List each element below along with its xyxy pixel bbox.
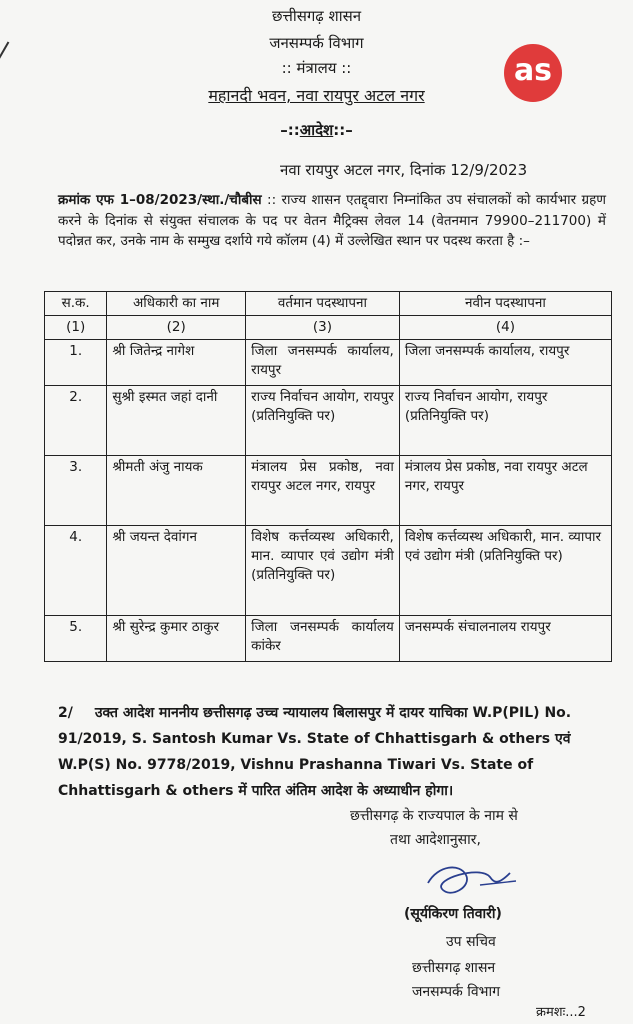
row-sn: 4. bbox=[45, 526, 107, 616]
row-name: श्री सुरेन्द्र कुमार ठाकुर bbox=[107, 616, 246, 662]
row-new-posting: राज्य निर्वाचन आयोग, रायपुर (प्रतिनियुक्ति पर) bbox=[399, 386, 611, 456]
order-title-suffix: ::– bbox=[333, 121, 353, 139]
row-name: श्री जयन्त देवांगन bbox=[107, 526, 246, 616]
table-row bbox=[45, 340, 612, 386]
continuation-mark: क्रमशः...2 bbox=[536, 1005, 586, 1020]
row-sn: 2. bbox=[45, 386, 107, 456]
row-current-posting: मंत्रालय प्रेस प्रकोष्ठ, नवा रायपुर अटल नगर, रायपुर bbox=[246, 456, 400, 526]
row-sn: 3. bbox=[45, 456, 107, 526]
signatory-name: (सूर्यकिरण तिवारी) bbox=[404, 906, 502, 922]
row-name: श्री जितेन्द्र नागेश bbox=[107, 340, 246, 386]
row-current-posting: राज्य निर्वाचन आयोग, रायपुर (प्रतिनियुक्ति पर) bbox=[246, 386, 400, 456]
note-text: उक्त आदेश माननीय छत्तीसगढ़ उच्च न्यायालय बिलासपुर में दायर याचिका W.P(PIL) No. 91/2019, S. Santosh Kumar Vs. State of Chhattisgarh & others एवं W.P(S) No. 9778/2019, Vishnu Prashanna Tiwari Vs. State of Chhattisgarh & others में पारित अंतिम आदेश के अध्याधीन होगा। bbox=[58, 705, 572, 799]
col-header-name: अधिकारी का नाम bbox=[107, 292, 246, 316]
intro-text: :: राज्य शासन एतद्द्वारा निम्नांकित उप संचालकों को कार्यभार ग्रहण करने के दिनांक से संयुक्त संचालक के पद पर वेतन मैट्रिक्स लेवल 14 (वेतनमान 79900–211700) में पदोन्नत कर, उनके नाम के सम्मुख दर्शाये गये कॉलम (4) में उल्लेखित स्थान पर पदस्थ करता है :– bbox=[58, 192, 606, 249]
col-number: (1) bbox=[45, 316, 107, 340]
row-new-posting: जिला जनसम्पर्क कार्यालय, रायपुर bbox=[399, 340, 611, 386]
row-current-posting: जिला जनसम्पर्क कार्यालय कांकेर bbox=[246, 616, 400, 662]
col-number: (4) bbox=[399, 316, 611, 340]
order-title-text: आदेश bbox=[299, 121, 334, 139]
table-colnum-row bbox=[45, 316, 612, 340]
handwritten-signature bbox=[420, 855, 530, 903]
posting-table bbox=[44, 291, 612, 662]
header-ministry: :: मंत्रालय :: bbox=[281, 59, 352, 77]
col-header-current: वर्तमान पदस्थापना bbox=[246, 292, 400, 316]
col-number: (2) bbox=[107, 316, 246, 340]
note-number: 2/ bbox=[58, 705, 73, 721]
signatory-designation: उप सचिव bbox=[446, 934, 496, 950]
col-header-new: नवीन पदस्थापना bbox=[399, 292, 611, 316]
row-sn: 1. bbox=[45, 340, 107, 386]
row-new-posting: मंत्रालय प्रेस प्रकोष्ठ, नवा रायपुर अटल नगर, रायपुर bbox=[399, 456, 611, 526]
table-row bbox=[45, 616, 612, 662]
row-sn: 5. bbox=[45, 616, 107, 662]
table-row bbox=[45, 386, 612, 456]
row-current-posting: जिला जनसम्पर्क कार्यालय, रायपुर bbox=[246, 340, 400, 386]
table-header-row bbox=[45, 292, 612, 316]
order-title bbox=[0, 120, 633, 140]
signature-line-2: तथा आदेशानुसार, bbox=[390, 832, 481, 848]
row-new-posting: जनसम्पर्क संचालनालय रायपुर bbox=[399, 616, 611, 662]
row-new-posting: विशेष कर्त्तव्यस्थ अधिकारी, मान. व्यापार एवं उद्योग मंत्री (प्रतिनियुक्ति पर) bbox=[399, 526, 611, 616]
intro-paragraph bbox=[58, 190, 606, 252]
table-row bbox=[45, 526, 612, 616]
header-department: जनसम्पर्क विभाग bbox=[269, 34, 364, 52]
order-title-prefix: –:: bbox=[280, 121, 300, 139]
row-current-posting: विशेष कर्त्तव्यस्थ अधिकारी, मान. व्यापार एवं उद्योग मंत्री (प्रतिनियुक्ति पर) bbox=[246, 526, 400, 616]
row-name: श्रीमती अंजु नायक bbox=[107, 456, 246, 526]
signature-line-1: छत्तीसगढ़ के राज्यपाल के नाम से bbox=[350, 808, 518, 824]
col-number: (3) bbox=[246, 316, 400, 340]
order-reference: क्रमांक एफ 1–08/2023/स्था./चौबीस bbox=[58, 192, 262, 208]
date-line: नवा रायपुर अटल नगर, दिनांक 12/9/2023 bbox=[280, 161, 528, 179]
table-row bbox=[45, 456, 612, 526]
row-name: सुश्री इस्मत जहां दानी bbox=[107, 386, 246, 456]
col-header-sn: स.क. bbox=[45, 292, 107, 316]
signatory-govt: छत्तीसगढ़ शासन bbox=[412, 960, 496, 976]
signatory-department: जनसम्पर्क विभाग bbox=[412, 984, 501, 1000]
note-paragraph bbox=[58, 700, 606, 804]
header-govt: छत्तीसगढ़ शासन bbox=[271, 7, 362, 25]
as-logo: as bbox=[504, 44, 562, 102]
header-address: महानदी भवन, नवा रायपुर अटल नगर bbox=[208, 86, 425, 105]
